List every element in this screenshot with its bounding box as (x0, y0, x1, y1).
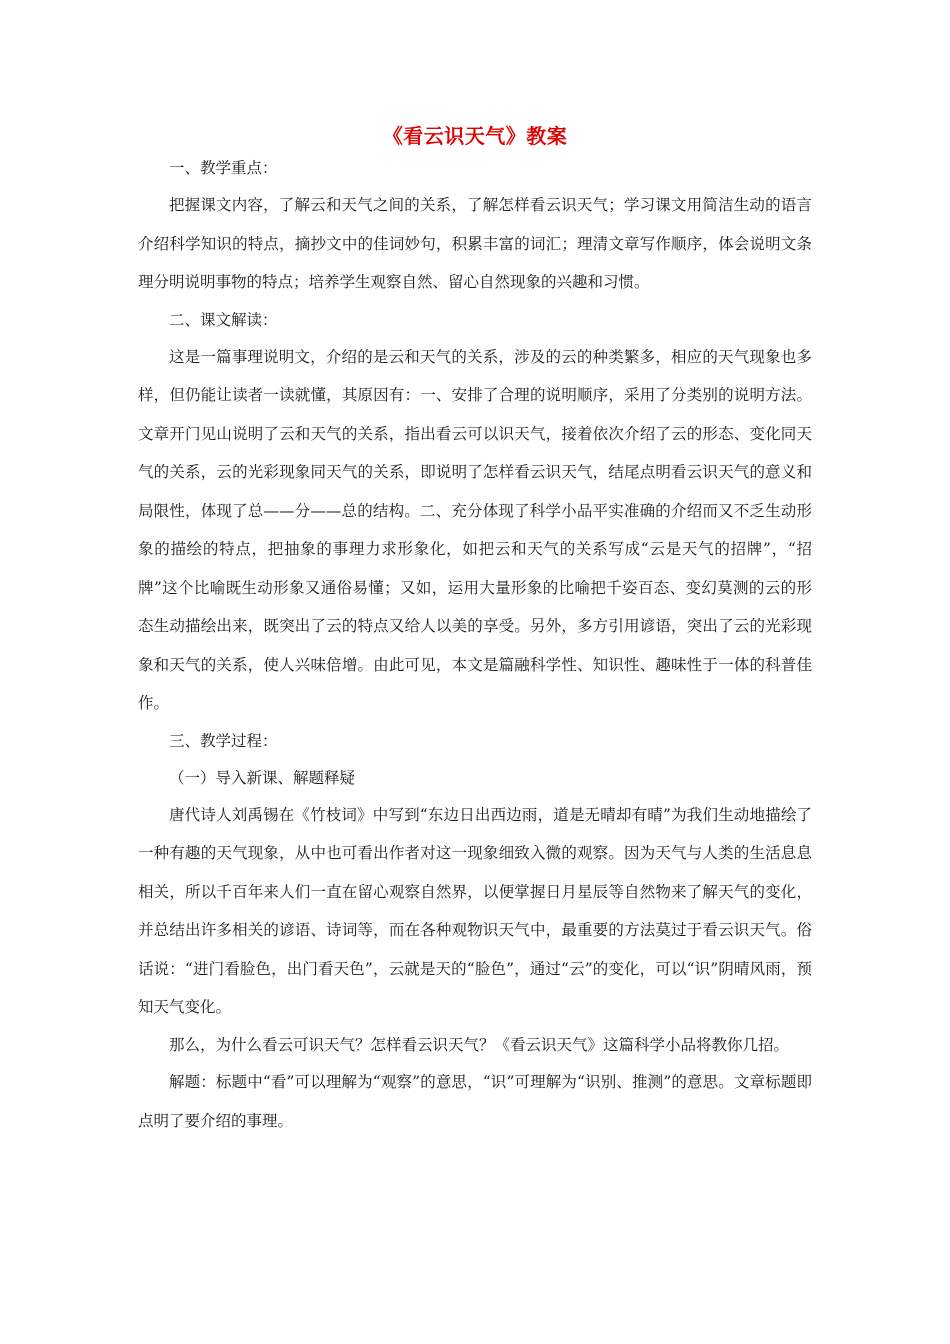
paragraph-title-explanation: 解题：标题中“看”可以理解为“观察”的意思，“识”可理解为“识别、推测”的意思。文章标题即点明了要介绍的事理。 (138, 1073, 812, 1130)
paragraph-teaching-focus: 把握课文内容，了解云和天气之间的关系，了解怎样看云识天气；学习课文用简洁生动的语言介绍科学知识的特点，摘抄文中的佳词妙句，积累丰富的词汇；理清文章写作顺序，体会说明文条理分明说明事物的特点；培养学生观察自然、留心自然现象的兴趣和习惯。 (138, 196, 812, 291)
paragraph-text-interpretation: 这是一篇事理说明文，介绍的是云和天气的关系，涉及的云的种类繁多，相应的天气现象也多样，但仍能让读者一读就懂，其原因有：一、安排了合理的说明顺序，采用了分类别的说明方法。文章开门见山说明了云和天气的关系，指出看云可以识天气，接着依次介绍了云的形态、变化同天气的关系，云的光彩现象同天气的关系，即说明了怎样看云识天气，结尾点明看云识天气的意义和局限性，体现了总——分——总的结构。二、充分体现了科学小品平实准确的介绍而又不乏生动形象的描绘的特点，把抽象的事理力求形象化，如把云和天气的关系写成“云是天气的招牌”，“招牌”这个比喻既生动形象又通俗易懂；又如，运用大量形象的比喻把千姿百态、变幻莫测的云的形态生动描绘出来，既突出了云的特点又给人以美的享受。另外，多方引用谚语，突出了云的光彩现象和天气的关系，使人兴味倍增。由此可见，本文是篇融科学性、知识性、趣味性于一体的科普佳作。 (138, 347, 812, 712)
document-page (138, 122, 812, 1146)
section-heading-text-interpretation: 二、课文解读： (169, 310, 278, 329)
subheading-introduction: （一）导入新课、解题释疑 (169, 768, 356, 787)
section-heading-teaching-focus: 一、教学重点： (169, 159, 278, 177)
paragraph-question: 那么，为什么看云可识天气？怎样看云识天气？《看云识天气》这篇科学小品将教你几招。 (169, 1035, 790, 1054)
document-title: 《看云识天气》教案 (382, 124, 568, 148)
paragraph-introduction: 唐代诗人刘禹锡在《竹枝词》中写到“东边日出西边雨，道是无晴却有晴”为我们生动地描绘了一种有趣的天气现象，从中也可看出作者对这一现象细致入微的观察。因为天气与人类的生活息息相关，所以千百年来人们一直在留心观察自然界，以便掌握日月星辰等自然物来了解天气的变化，并总结出许多相关的谚语、诗词等，而在各种观物识天气中，最重要的方法莫过于看云识天气。俗话说：“进门看脸色，出门看天色”，云就是天的“脸色”，通过“云”的变化，可以“识”阴晴风雨，预知天气变化。 (138, 805, 812, 1016)
section-heading-teaching-process: 三、教学过程： (169, 731, 278, 750)
